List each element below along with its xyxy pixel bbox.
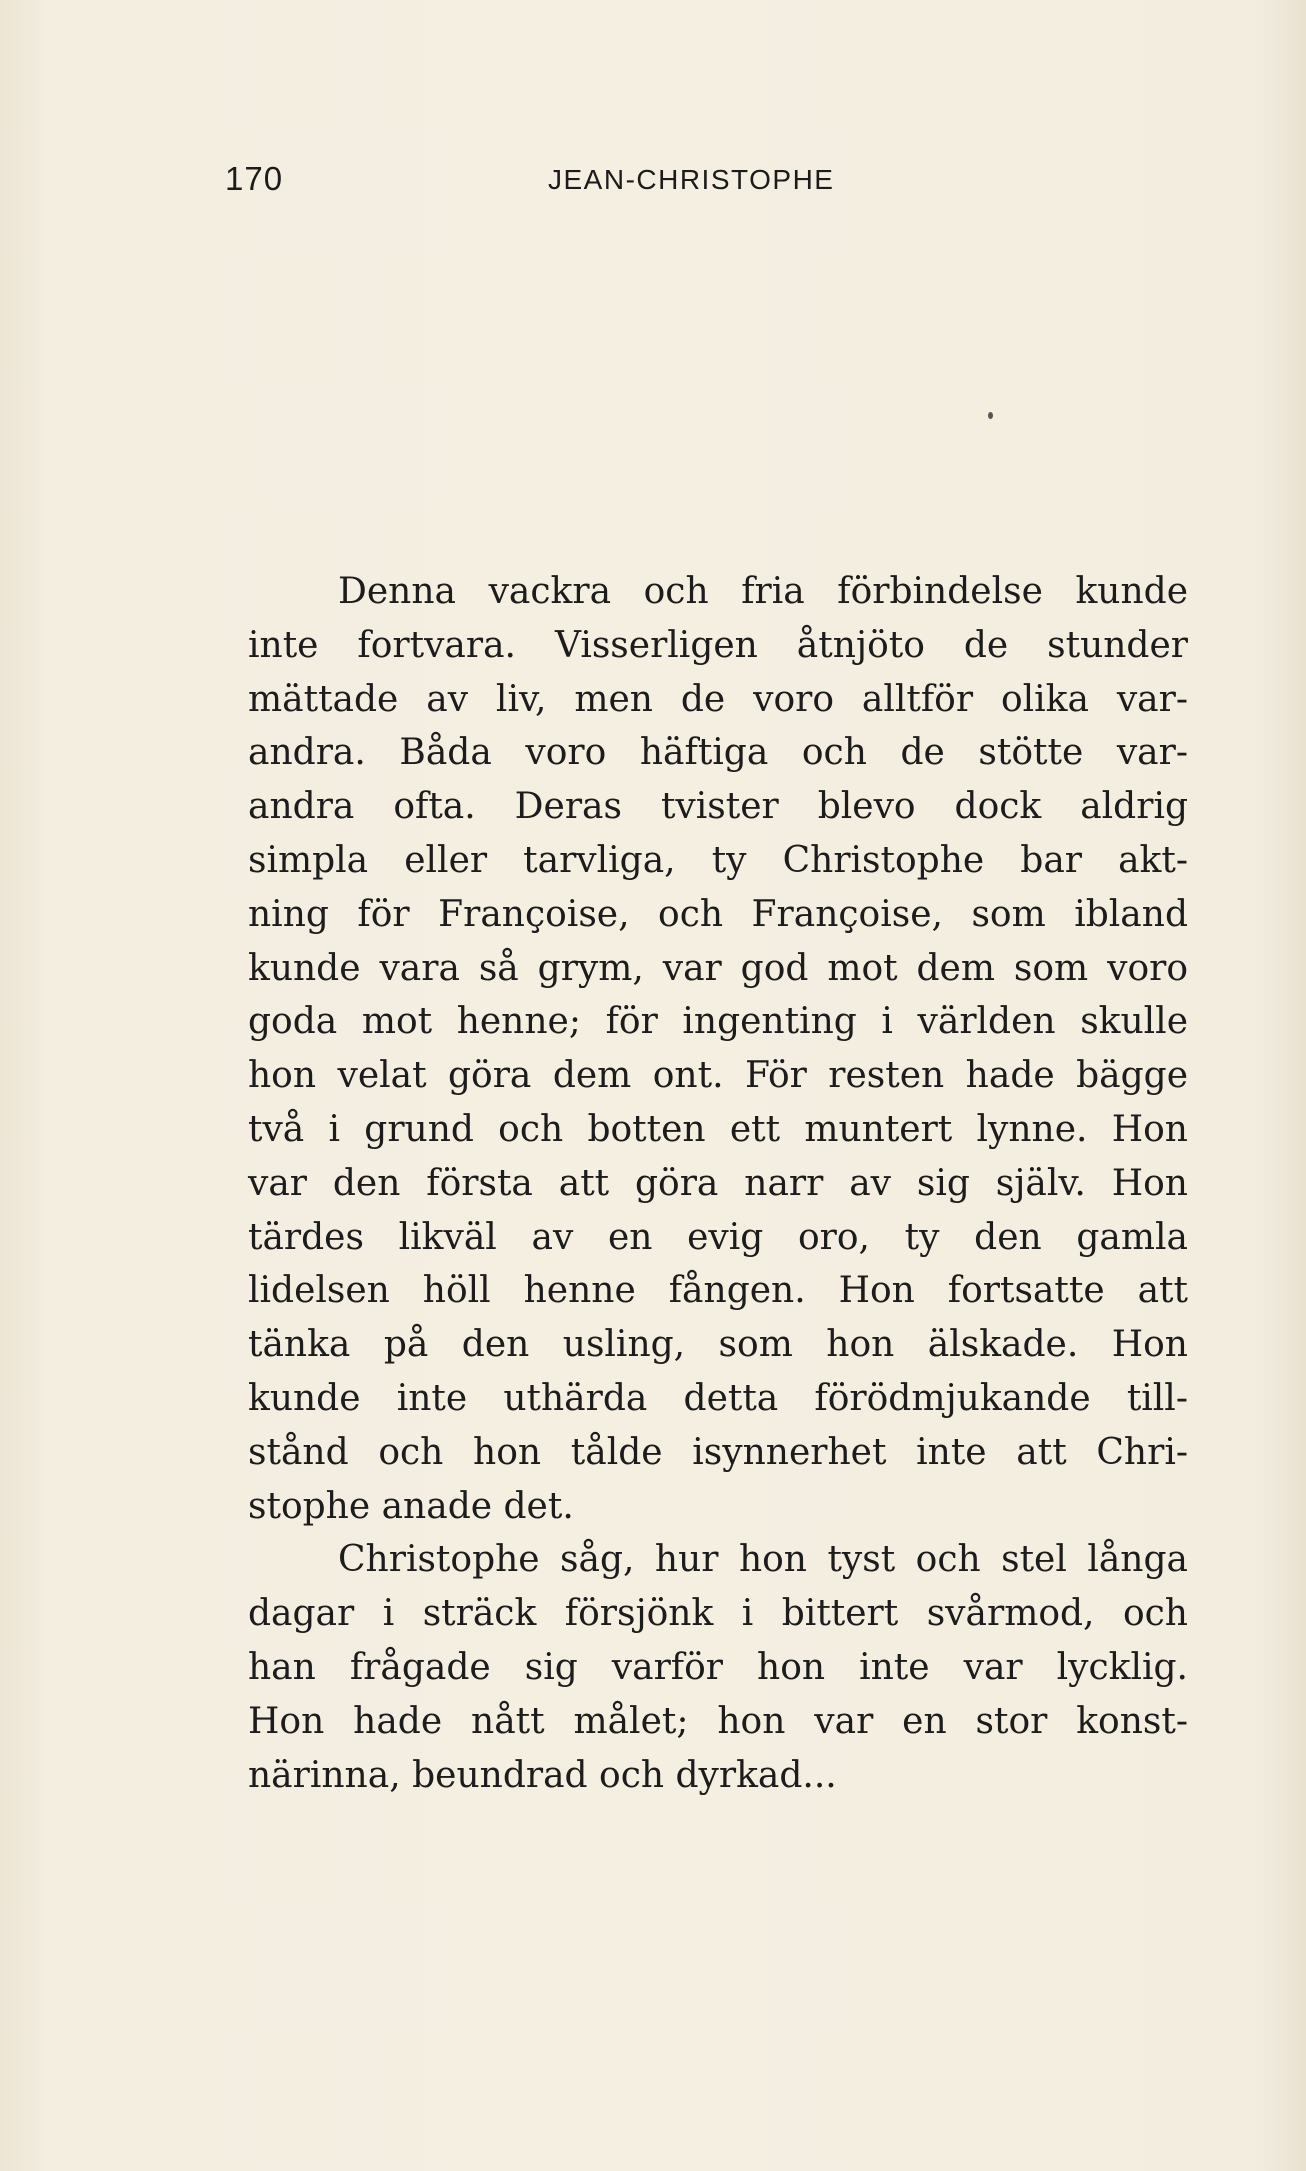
text-line: tänka på den usling, som hon älskade. Hon <box>248 1324 1188 1366</box>
text-line: stånd och hon tålde isynnerhet inte att Chri- <box>248 1431 1188 1473</box>
text-line: ning för Françoise, och Françoise, som ibland <box>248 893 1188 935</box>
page-number: 170 <box>225 160 284 197</box>
text-line: kunde vara så grym, var god mot dem som voro <box>248 947 1188 989</box>
text-line: dagar i sträck försjönk i bittert svårmod, och <box>248 1593 1188 1635</box>
text-line: Hon hade nått målet; hon var en stor konst- <box>248 1700 1188 1742</box>
text-line: goda mot henne; för ingenting i världen skulle <box>248 1001 1188 1043</box>
text-line: simpla eller tarvliga, ty Christophe bar akt- <box>248 839 1188 881</box>
text-line: två i grund och botten ett muntert lynne. Hon <box>248 1108 1188 1150</box>
text-line: Christophe såg, hur hon tyst och stel långa <box>338 1539 1188 1581</box>
text-line: Denna vackra och fria förbindelse kunde <box>338 571 1188 612</box>
text-line: var den första att göra narr av sig själv. Hon <box>248 1162 1188 1204</box>
text-line: kunde inte uthärda detta förödmjukande till- <box>248 1377 1188 1419</box>
running-title: JEAN-CHRISTOPHE <box>548 164 835 195</box>
text-line: lidelsen höll henne fången. Hon fortsatte att <box>248 1270 1188 1312</box>
text-line: hon velat göra dem ont. För resten hade bägge <box>248 1055 1188 1097</box>
text-line: tärdes likväl av en evig oro, ty den gamla <box>248 1216 1188 1258</box>
text-line: andra. Båda voro häftiga och de stötte var- <box>248 732 1188 774</box>
ink-speck <box>988 412 993 419</box>
body-text <box>248 565 1188 1802</box>
text-line: han frågade sig varför hon inte var lycklig. <box>248 1646 1188 1688</box>
text-line: stophe anade det. <box>248 1485 574 1527</box>
text-line: närinna, beundrad och dyrkad... <box>248 1754 837 1796</box>
text-line: mättade av liv, men de voro alltför olika var- <box>248 678 1188 720</box>
text-line: inte fortvara. Visserligen åtnjöto de stunder <box>248 624 1188 666</box>
text-line: andra ofta. Deras tvister blevo dock aldrig <box>248 786 1188 828</box>
